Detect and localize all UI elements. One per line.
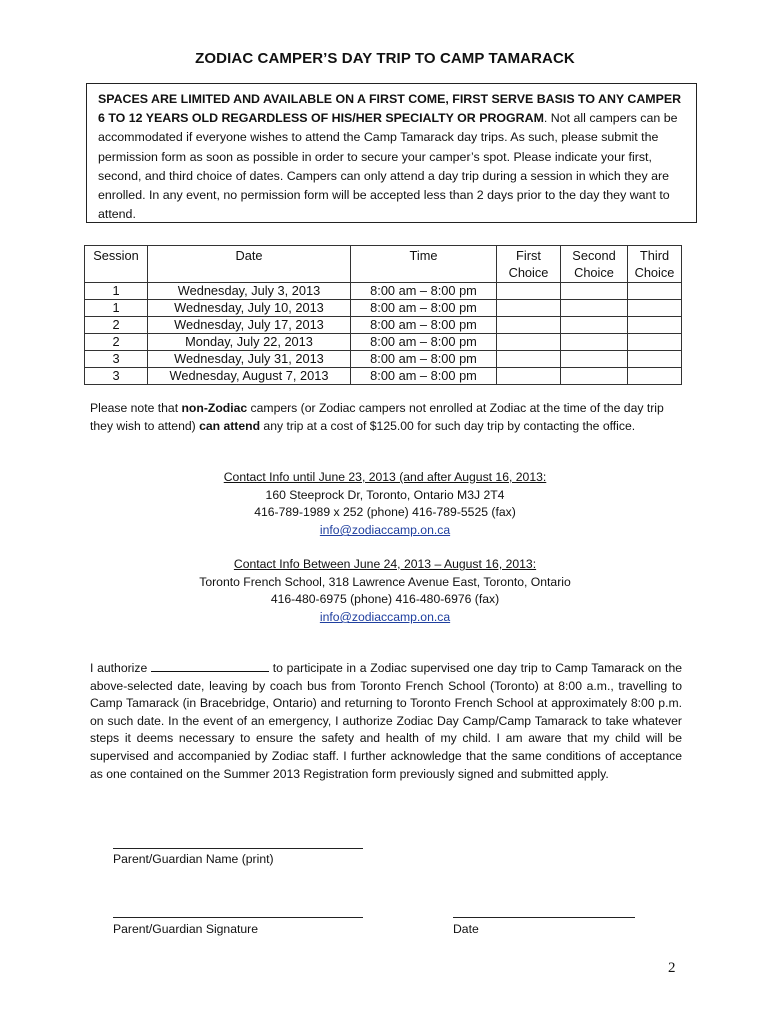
session-cell: 3 — [85, 368, 148, 385]
third-choice-cell[interactable] — [628, 300, 682, 317]
note-text-2: campers (or Zodiac campers not enrolled at Zodiac at the time of the day trip they wish to attend) — [90, 401, 664, 433]
second-choice-cell[interactable] — [561, 368, 628, 385]
schedule-row — [85, 317, 682, 334]
header-second-choice: Second Choice — [561, 246, 628, 283]
contact-block-2 — [0, 556, 770, 627]
contact1-heading: Contact Info until June 23, 2013 (and after August 16, 2013: — [223, 470, 547, 484]
time-cell: 8:00 am – 8:00 pm — [351, 300, 497, 317]
note-text-3: any trip at a cost of $125.00 for such day trip by contacting the office. — [260, 418, 636, 433]
note-bold-can-attend: can attend — [199, 418, 261, 433]
name-label: Parent/Guardian Name (print) — [113, 852, 274, 866]
second-choice-cell[interactable] — [561, 283, 628, 300]
third-choice-cell[interactable] — [628, 283, 682, 300]
note-text-1: Please note that — [90, 401, 182, 415]
session-cell: 2 — [85, 317, 148, 334]
time-cell: 8:00 am – 8:00 pm — [351, 351, 497, 368]
auth-prefix: I authorize — [90, 661, 151, 675]
notice-box — [86, 83, 697, 223]
notice-body-text: . Not all campers can be accommodated if everyone wishes to attend the Camp Tamarack day trips. As such, please submit the permission form as soon as possible in order to secure your camper’s spot. Please indicate your first, second, and third choice of dates. Campers can only attend a day trip during a session in which they are enrolled. In any event, no permission form will be accepted less than 2 days prior to the day they want to attend. — [98, 111, 678, 222]
authorization-paragraph — [90, 660, 682, 783]
session-cell: 2 — [85, 334, 148, 351]
third-choice-cell[interactable] — [628, 351, 682, 368]
third-choice-cell[interactable] — [628, 317, 682, 334]
auth-text: to participate in a Zodiac supervised one day trip to Camp Tamarack on the above-selected date, leaving by coach bus from Toronto French School (Toronto) at 8:00 a.m., travelling to Camp Tamarack (in Bracebridge, Ontario) and returning to Toronto French School at approximately 8:00 p.m. on such date. In the event of an emergency, I authorize Zodiac Day Camp/Camp Tamarack to take whatever steps it deems necessary to ensure the safety and health of my child. I am aware that my child will be supervised and accompanied by Zodiac staff. I further acknowledge that the same conditions of acceptance as one contained on the Summer 2013 Registration form previously signed and submitted apply. — [90, 661, 683, 781]
schedule-row — [85, 283, 682, 300]
date-label: Date — [453, 922, 479, 936]
session-cell: 3 — [85, 351, 148, 368]
note-bold-non-zodiac: non-Zodiac — [181, 401, 248, 415]
time-cell: 8:00 am – 8:00 pm — [351, 317, 497, 334]
second-choice-cell[interactable] — [561, 300, 628, 317]
signature-label: Parent/Guardian Signature — [113, 922, 258, 936]
contact2-email-link[interactable]: info@zodiaccamp.on.ca — [319, 610, 451, 625]
schedule-table — [84, 245, 682, 385]
non-zodiac-note — [90, 400, 682, 435]
second-choice-cell[interactable] — [561, 334, 628, 351]
first-choice-cell[interactable] — [497, 283, 561, 300]
page-title: ZODIAC CAMPER’S DAY TRIP TO CAMP TAMARACK — [195, 50, 575, 67]
time-cell: 8:00 am – 8:00 pm — [351, 283, 497, 300]
notice-bold-text: SPACES ARE LIMITED AND AVAILABLE ON A FIRST COME, FIRST SERVE BASIS TO ANY CAMPER 6 TO 12 YEARS OLD REGARDLESS OF HIS/HER SPECIALTY OR PROGRAM — [98, 92, 682, 126]
name-signature-line[interactable] — [113, 848, 363, 849]
contact2-phone: 416-480-6975 (phone) 416-480-6976 (fax) — [270, 592, 500, 607]
third-choice-cell[interactable] — [628, 368, 682, 385]
date-line[interactable] — [453, 917, 635, 918]
header-first-choice: First Choice — [497, 246, 561, 283]
header-third-choice: Third Choice — [628, 246, 682, 283]
date-cell: Wednesday, July 10, 2013 — [148, 300, 351, 317]
header-time: Time — [351, 246, 497, 283]
header-date: Date — [148, 246, 351, 283]
date-cell: Wednesday, July 17, 2013 — [148, 317, 351, 334]
date-cell: Wednesday, July 3, 2013 — [148, 283, 351, 300]
time-cell: 8:00 am – 8:00 pm — [351, 368, 497, 385]
contact1-phone: 416-789-1989 x 252 (phone) 416-789-5525 (fax) — [254, 505, 516, 520]
session-cell: 1 — [85, 283, 148, 300]
schedule-row — [85, 300, 682, 317]
second-choice-cell[interactable] — [561, 317, 628, 334]
time-cell: 8:00 am – 8:00 pm — [351, 334, 497, 351]
schedule-row — [85, 334, 682, 351]
schedule-row — [85, 351, 682, 368]
header-session: Session — [85, 246, 148, 283]
contact2-address: Toronto French School, 318 Lawrence Avenue East, Toronto, Ontario — [199, 574, 571, 589]
schedule-row — [85, 368, 682, 385]
first-choice-cell[interactable] — [497, 351, 561, 368]
first-choice-cell[interactable] — [497, 334, 561, 351]
signature-line[interactable] — [113, 917, 363, 918]
first-choice-cell[interactable] — [497, 300, 561, 317]
contact-block-1 — [0, 469, 770, 540]
contact1-email-link[interactable]: info@zodiaccamp.on.ca — [319, 523, 451, 538]
schedule-header-row — [85, 246, 682, 283]
first-choice-cell[interactable] — [497, 317, 561, 334]
session-cell: 1 — [85, 300, 148, 317]
contact2-heading: Contact Info Between June 24, 2013 – August 16, 2013: — [233, 557, 537, 571]
date-cell: Wednesday, July 31, 2013 — [148, 351, 351, 368]
third-choice-cell[interactable] — [628, 334, 682, 351]
page-number: 2 — [668, 960, 676, 976]
contact1-address: 160 Steeprock Dr, Toronto, Ontario M3J 2T4 — [265, 487, 505, 502]
date-cell: Wednesday, August 7, 2013 — [148, 368, 351, 385]
first-choice-cell[interactable] — [497, 368, 561, 385]
second-choice-cell[interactable] — [561, 351, 628, 368]
child-name-blank[interactable] — [151, 661, 269, 672]
date-cell: Monday, July 22, 2013 — [148, 334, 351, 351]
